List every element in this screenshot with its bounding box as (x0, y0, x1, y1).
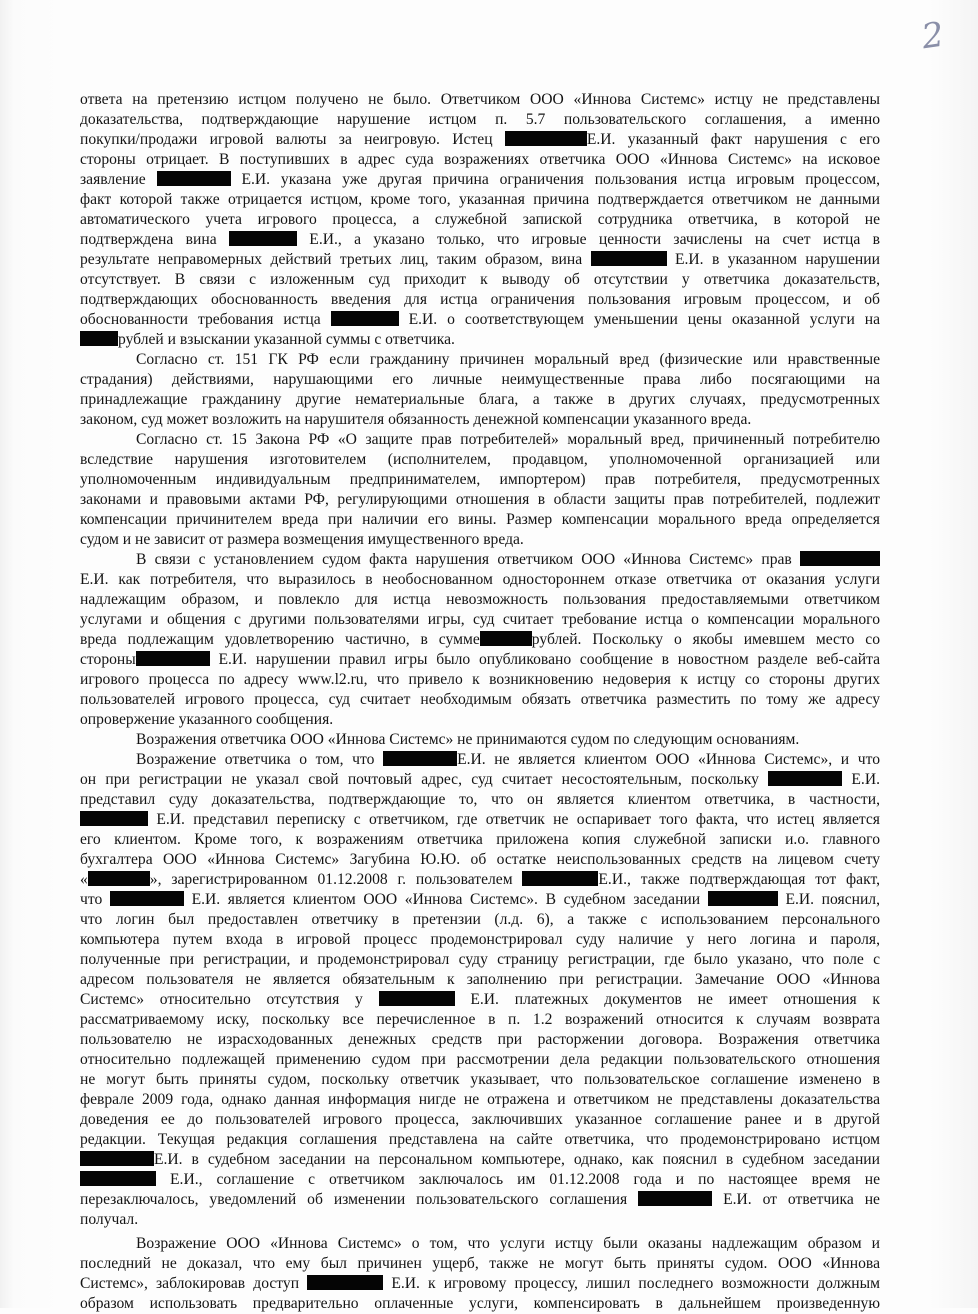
redaction-bar (638, 1191, 712, 1206)
text-line: игрового процесса по адресу www.l2.ru, что привело к возникновению недоверия к истцу со стороны других (80, 671, 880, 688)
text-line: перезаключалось, уведомлений об изменении пользовательского соглашения Е.И. от ответчика не (80, 1191, 880, 1208)
text-line: Е.И. в судебном заседании на персональном компьютере, однако, как пояснил в судебном заседании (80, 1150, 880, 1170)
text-line: подтверждающих обоснованность введения для истца ограничения пользования игровым процессом, и об (80, 291, 880, 308)
text-line: компенсации причинителем вреда при наличии его вины. Размер компенсации морального вреда определяется (80, 511, 880, 528)
text-line: В связи с установлением судом факта нарушения ответчиком ООО «Иннова Системс» прав (80, 550, 880, 570)
redaction-bar (505, 131, 587, 146)
redaction-bar (307, 1275, 383, 1290)
text-line: его клиентом. Кроме того, к возражениям ответчика приложена копия служебной записки и.о. главного (80, 831, 880, 848)
text-line: подтверждена вина Е.И., а указано только, что игровые ценности зачислены на счет истца в (80, 231, 880, 248)
text-line: опровержение указанного сообщения. (80, 711, 334, 728)
text-line: принадлежащие гражданину другие нематериальные блага, а также в других случаях, предусмотренных (80, 391, 880, 408)
text-line: Возражения ответчика ООО «Иннова Системс» не принимаются судом по следующим основаниям. (136, 731, 800, 748)
text-line: представил суду доказательства, подтверждающие то, что он является клиентом ответчика, в частности, (80, 791, 880, 808)
text-line: Е.И. как потребителя, что выразилось в необоснованном одностороннем отказе ответчика от оказания услуги (80, 571, 880, 588)
text-line: полученные при регистрации, и продемонстрировал суду страницу регистрации, где было указано, что поле с (80, 951, 880, 968)
redaction-bar (480, 631, 532, 646)
redaction-bar (522, 871, 598, 886)
redaction-bar (379, 991, 455, 1006)
redaction-bar (136, 651, 210, 666)
text-line: заявление Е.И. указана уже другая причина ограничения пользования истца игровым процессом, (80, 171, 881, 188)
text-line: адресом пользователя не является обязательным к заполнению при регистрации. Замечание ООО «Иннова (80, 971, 880, 988)
text-line: отсутствует. В связи с изложенным суд приходит к выводу об отсутствии у ответчика доказательств, (80, 271, 880, 288)
redaction-bar (229, 231, 297, 246)
text-line: пользователю не израсходованных денежных средств при расторжении договора. Возражения ответчика (80, 1031, 880, 1048)
text-line: ответа на претензию истцом получено не было. Ответчиком ООО «Иннова Системс» истцу не представлены (80, 91, 880, 108)
redaction-bar (768, 771, 842, 786)
text-line: услугами и общения с другими пользователями игры, суд считает требование истца о компенсации морального (80, 611, 880, 628)
text-line: надлежащим образом, и повлекло для истца невозможность пользования предоставляемыми ответчиком (80, 591, 880, 608)
text-line: редакции. Текущая редакция соглашения представлена на сайте ответчика, что продемонстрировано истцом (80, 1131, 880, 1148)
text-line: Согласно ст. 15 Закона РФ «О защите прав потребителей» моральный вред, причиненный потребителю (136, 431, 880, 448)
redaction-bar (80, 331, 118, 346)
text-line: феврале 2009 года, однако данная информация нигде не отражена и ответчиком не представлены доказательства (80, 1091, 880, 1108)
text-line: стороны Е.И. нарушении правил игры было опубликовано сообщение в новостном разделе веб-сайта (80, 651, 880, 668)
redaction-bar (80, 811, 148, 826)
text-line: обоснованности требования истца Е.И. о соответствующем уменьшении цены оказанной услуги на (80, 311, 881, 328)
text-line: автоматического учета игрового процесса, а служебной запиской сотрудника ответчика, в которой не (80, 211, 880, 228)
text-line: Согласно ст. 151 ГК РФ если гражданину причинен моральный вред (физические или нравственные (136, 351, 880, 368)
text-line: что логин был предоставлен ответчику в претензии (л.д. 6), а также с использованием персонального (80, 911, 880, 928)
text-line: Е.И., соглашение с ответчиком заключалось им 01.12.2008 года и по настоящее время не (80, 1170, 880, 1190)
text-line: получал. (80, 1211, 139, 1228)
text-line: он при регистрации не указал свой почтовый адрес, суд считает несостоятельным, поскольку Е.И. (80, 771, 880, 788)
text-line: относительно подлежащей применению судом при рассмотрении дела редакции пользовательского отношения (80, 1051, 880, 1068)
redaction-bar (80, 1171, 156, 1186)
text-line: Возражение ООО «Иннова Системс» о том, что услуги истцу были оказаны надлежащим образом и (136, 1235, 880, 1252)
text-line: рассматриваемому иску, поскольку все перечисленное в п. 1.2 возражений относится к случаям возврата (80, 1011, 880, 1028)
text-line: страдания) действиями, нарушающими его личные неимущественные права либо посягающими на (80, 371, 880, 388)
text-line: результате неправомерных действий третьих лиц, таким образом, вина Е.И. в указанном нарушении (80, 251, 880, 268)
redaction-bar (800, 551, 880, 566)
redaction-bar (80, 1151, 154, 1166)
redaction-bar (708, 891, 778, 906)
text-line: компьютера путем входа в игровой процесс продемонстрировал суду наличие у него логина и пароля, (80, 931, 880, 948)
text-line: законами и правовыми актами РФ, регулирующими отношения в области защиты прав потребителей, подлежит (80, 491, 880, 508)
text-line: вследствие нарушения изготовителем (исполнителем, продавцом, уполномоченной организацией или (80, 451, 880, 468)
text-line: бухгалтера ООО «Иннова Системс» Загубина Ю.Ю. об остатке неиспользованных средств на лицевом счету (80, 851, 880, 868)
redaction-bar (88, 871, 150, 886)
text-line: доказательства, подтверждающие нарушение истцом п. 5.7 пользовательского соглашения, а именно (80, 111, 880, 128)
text-line: не могут быть приняты судом, поскольку ответчик указывает, что пользовательское соглашение изменено в (80, 1071, 880, 1088)
text-line: покупки/продажи игровой валюты за неигровую. Истец Е.И. указанный факт нарушения с его (80, 131, 881, 148)
handwritten-page-number: 2 (919, 14, 947, 58)
redaction-bar (591, 251, 667, 266)
redaction-bar (331, 311, 399, 326)
text-line: факт которой также отрицается истцом, кроме того, указанная причина подтверждается ответчиком не данными (80, 191, 880, 208)
text-line: доведения ее до пользователей игрового процесса, заключивших указанное соглашение ранее и в другой (80, 1111, 880, 1128)
text-line: судом и не зависит от размера возмещения имущественного вреда. (80, 531, 524, 548)
text-line: Е.И. представил переписку с ответчиком, где ответчик не оспаривает того факта, что истец является (80, 810, 880, 830)
text-line: рублей и взыскании указанной суммы с ответчика. (80, 330, 880, 350)
redaction-bar (110, 891, 184, 906)
text-line: законом, суд может возложить на нарушителя обязанность денежной компенсации указанного вреда. (80, 411, 752, 428)
text-line: уполномоченным индивидуальным предпринимателем, импортером) прав потребителя, предусмотренных (80, 471, 880, 488)
text-line: стороны отрицает. В поступивших в адрес суда возражениях ответчика ООО «Иннова Системс» на исковое (80, 151, 880, 168)
text-line: пользователей игрового процесса, суд считает необходимым обязать ответчика разместить по тому же адресу (80, 691, 880, 708)
text-line: Системс» относительно отсутствия у Е.И. платежных документов не имеет отношения к (80, 991, 880, 1008)
text-line: что Е.И. является клиентом ООО «Иннова Системс». В судебном заседании Е.И. пояснил, (80, 891, 880, 908)
redaction-bar (383, 751, 457, 766)
text-line: образом использовать предварительно оплаченные услуги, компенсировать в дальнейшем произведенную (80, 1295, 880, 1312)
text-line: « », зарегистрированном 01.12.2008 г. пользователем Е.И., также подтверждающая тот факт, (80, 871, 880, 888)
text-line: последний не доказал, что ему был причинен ущерб, также не могут быть приняты судом. ООО «Иннова (80, 1255, 880, 1272)
redaction-bar (157, 171, 231, 186)
text-line: вреда подлежащим удовлетворению частично, в сумме рублей. Поскольку о якобы имевшем место со (80, 631, 880, 648)
text-line: Системс», заблокировав доступ Е.И. к игровому процессу, лишил последнего возможности должным (80, 1275, 881, 1292)
text-line: Возражение ответчика о том, что Е.И. не является клиентом ООО «Иннова Системс», и что (136, 751, 880, 768)
